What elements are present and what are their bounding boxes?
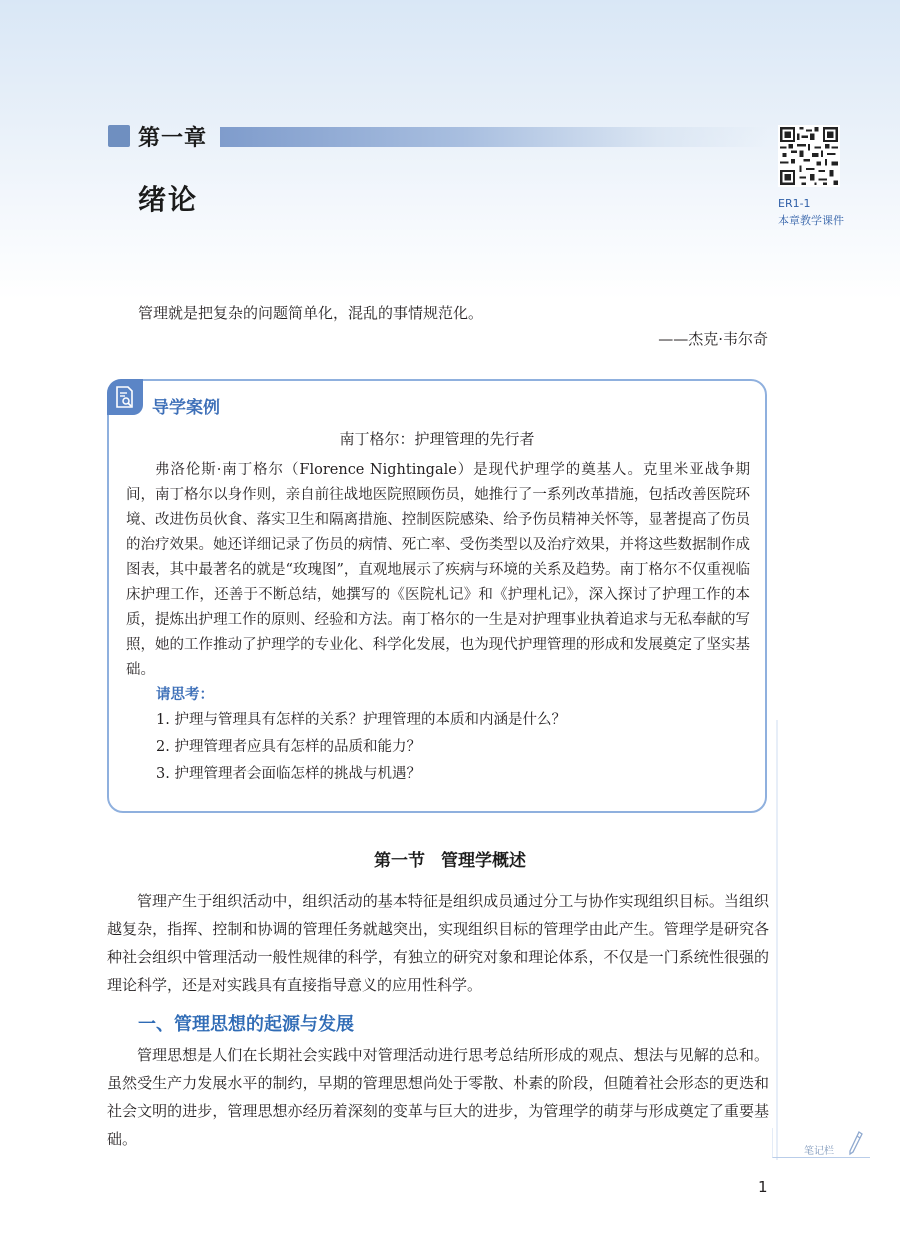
- chapter-title: 绪论: [138, 183, 199, 216]
- notes-margin-line: [776, 720, 778, 1160]
- notes-label: 笔记栏: [804, 1146, 834, 1157]
- body-paragraph: 管理思想是人们在长期社会实践中对管理活动进行思考总结所形成的观点、想法与见解的总和。虽然受生产力发展水平的制约，早期的管理思想尚处于零散、朴素的阶段，但随着社会形态的更迭和社会文明的进步，管理思想亦经历着深刻的变革与巨大的进步，为管理学的萌芽与形成奠定了重要基础。: [107, 1046, 769, 1148]
- section-title: 第一节 管理学概述: [374, 851, 526, 871]
- question-list: [156, 707, 746, 788]
- chapter-bar: [108, 125, 768, 149]
- section-intro: 管理产生于组织活动中，组织活动的基本特征是组织成员通过分工与协作实现组织目标。当组织越复杂，指挥、控制和协调的管理任务就越突出，实现组织目标的管理学由此产生。管理学是研究各种社会组织中管理活动一般性规律的科学，有独立的研究对象和理论体系，不仅是一门系统性很强的理论科学，还是对实践具有直接指导意义的应用性科学。: [107, 892, 769, 994]
- pen-icon: [846, 1130, 864, 1156]
- chapter-marker: [108, 125, 130, 147]
- case-document-icon: [107, 379, 143, 415]
- chapter-stripe: [220, 127, 768, 147]
- question-item: 2. 护理管理者应具有怎样的品质和能力？: [156, 739, 421, 755]
- case-heading: 导学案例: [152, 398, 220, 418]
- resource-label[interactable]: 本章教学课件: [778, 214, 844, 227]
- subheading: 一、管理思想的起源与发展: [138, 1014, 354, 1035]
- header-background: [0, 0, 900, 300]
- question-item: 1. 护理与管理具有怎样的关系？护理管理的本质和内涵是什么？: [156, 712, 566, 728]
- resource-code[interactable]: ER1-1: [778, 197, 811, 210]
- case-body: 弗洛伦斯·南丁格尔（Florence Nightingale）是现代护理学的奠基人。克里米亚战争期间，南丁格尔以身作则，亲自前往战地医院照顾伤员，她推行了一系列改革措施，包括改善医院环境、改进伤员伙食、落实卫生和隔离措施、控制医院感染、给予伤员精神关怀等，显著提高了伤员的治疗效果。她还详细记录了伤员的病情、死亡率、受伤类型以及治疗效果，并将这些数据制作成图表，其中最著名的就是“玫瑰图”，直观地展示了疾病与环境的关系及趋势。南丁格尔不仅重视临床护理工作，还善于不断总结，她撰写的《医院札记》和《护理札记》，深入探讨了护理工作的本质，提炼出护理工作的原则、经验和方法。南丁格尔的一生是对护理事业执着追求与无私奉献的写照，她的工作推动了护理学的专业化、科学化发展，也为现代护理管理的形成和发展奠定了坚实基础。: [126, 462, 750, 678]
- question-item: 3. 护理管理者会面临怎样的挑战与机遇？: [156, 766, 421, 782]
- page-number: 1: [758, 1178, 768, 1196]
- epigraph-text: 管理就是把复杂的问题简单化，混乱的事情规范化。: [138, 304, 484, 322]
- epigraph-author: ——杰克·韦尔奇: [658, 330, 768, 348]
- qr-code-icon[interactable]: [778, 125, 840, 187]
- chapter-label: 第一章: [138, 126, 208, 151]
- case-title: 南丁格尔：护理管理的先行者: [339, 430, 535, 448]
- think-label: 请思考：: [156, 686, 214, 703]
